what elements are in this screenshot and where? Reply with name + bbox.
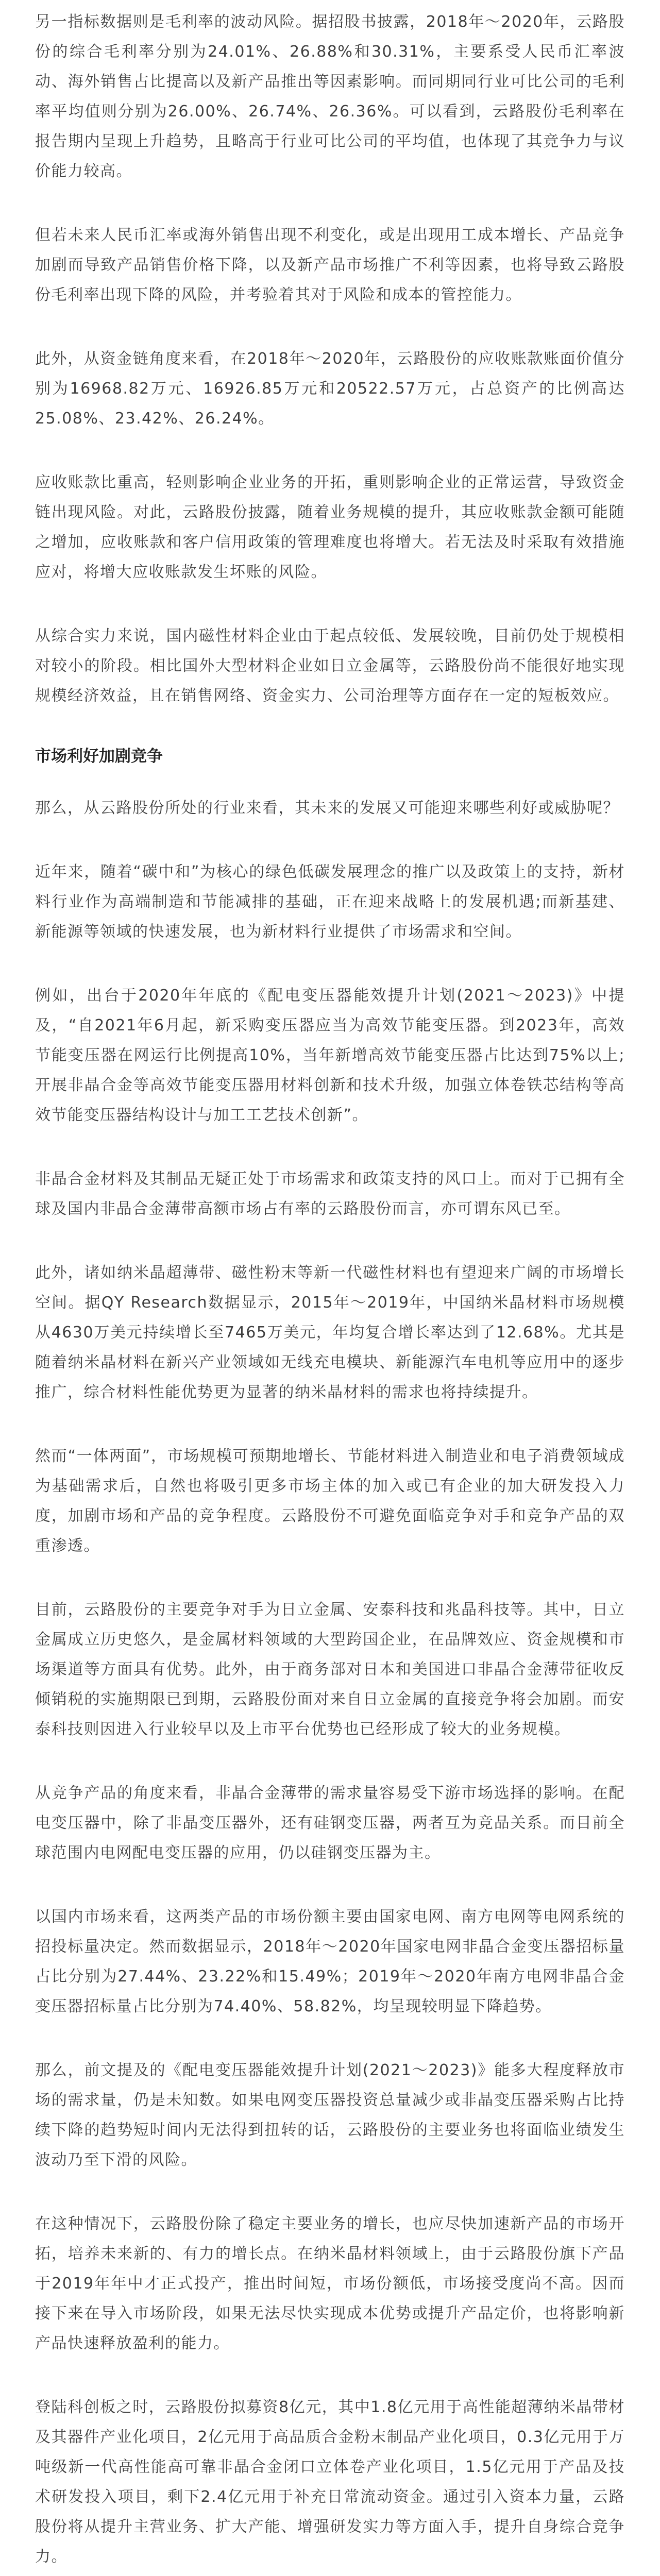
article-paragraph-6: 那么，从云路股份所处的行业来看，其未来的发展又可能迎来哪些利好或威胁呢？ (35, 799, 619, 817)
article-paragraph-17: 登陆科创板之时，云路股份拟募资8亿元，其中1.8亿元用于高性能超薄纳米晶带材及其器件产业化项目，2亿元用于高品质合金粉末制品产业化项目，0.3亿元用于万吨级新一代高性能高可靠非晶合金闭口立体卷产业化项目，1.5亿元用于产品及技术研发投入项目，剩下2.4亿元用于补充日常流动资金。通过引入资本力量，云路股份将从提升主营业务、扩大产能、增强研发实力等方面入手，提升自身综合竞争力。 (35, 2398, 625, 2566)
article-paragraph-12: 目前，云路股份的主要竞争对手为日立金属、安泰科技和兆晶科技等。其中，日立金属成立历史悠久，是金属材料领域的大型跨国企业，在品牌效应、资金规模和市场渠道等方面具有优势。此外，由于商务部对日本和美国进口非晶合金薄带征收反倾销税的实施期限已到期，云路股份面对来自日立金属的直接竞争将会加剧。而安泰科技则因进入行业较早以及上市平台优势也已经形成了较大的业务规模。 (35, 1601, 625, 1738)
article-paragraph-4: 应收账款比重高，轻则影响企业业务的开拓，重则影响企业的正常运营，导致资金链出现风险。对此，云路股份披露，随着业务规模的提升，其应收账款金额可能随之增加，应收账款和客户信用政策的管理难度也将增大。若无法及时采取有效措施应对，将增大应收账款发生坏账的风险。 (35, 473, 625, 581)
article-paragraph-3: 此外，从资金链角度来看，在2018年～2020年，云路股份的应收账款账面价值分别为16968.82万元、16926.85万元和20522.57万元，占总资产的比例高达25.08%、23.42%、26.24%。 (35, 350, 625, 428)
article-paragraph-2: 但若未来人民币汇率或海外销售出现不利变化，或是出现用工成本增长、产品竞争加剧而导致产品销售价格下降，以及新产品市场推广不利等因素，也将导致云路股份毛利率出现下降的风险，并考验着其对于风险和成本的管控能力。 (35, 226, 625, 304)
article-paragraph-9: 非晶合金材料及其制品无疑正处于市场需求和政策支持的风口上。而对于已拥有全球及国内非晶合金薄带高额市场占有率的云路股份而言，亦可谓东风已至。 (35, 1170, 625, 1218)
article-paragraph-7: 近年来，随着“碳中和”为核心的绿色低碳发展理念的推广以及政策上的支持，新材料行业作为高端制造和节能减排的基础，正在迎来战略上的发展机遇;而新基建、新能源等领域的快速发展，也为新材料行业提供了市场需求和空间。 (35, 863, 625, 941)
article-paragraph-8: 例如，出台于2020年年底的《配电变压器能效提升计划(2021～2023)》中提及，“自2021年6月起，新采购变压器应当为高效节能变压器。到2023年，高效节能变压器在网运行比例提高10%，当年新增高效节能变压器占比达到75%以上;开展非晶合金等高效节能变压器用材料创新和技术升级，加强立体卷铁芯结构等高效节能变压器结构设计与加工工艺技术创新”。 (35, 987, 625, 1124)
article-paragraph-1: 另一指标数据则是毛利率的波动风险。据招股书披露，2018年～2020年，云路股份的综合毛利率分别为24.01%、26.88%和30.31%，主要系受人民币汇率波动、海外销售占比提高以及新产品推出等因素影响。而同期同行业可比公司的毛利率平均值则分别为26.00%、26.74%、26.36%。可以看到，云路股份毛利率在报告期内呈现上升趋势，且略高于行业可比公司的平均值，也体现了其竞争力与议价能力较高。 (35, 13, 625, 180)
article-paragraph-13: 从竞争产品的角度来看，非晶合金薄带的需求量容易受下游市场选择的影响。在配电变压器中，除了非晶变压器外，还有硅钢变压器，两者互为竞品关系。而目前全球范围内电网配电变压器的应用，仍以硅钢变压器为主。 (35, 1784, 625, 1862)
article-paragraph-10: 此外，诸如纳米晶超薄带、磁性粉末等新一代磁性材料也有望迎来广阔的市场增长空间。据QY Research数据显示，2015年～2019年，中国纳米晶材料市场规模从4630万美元持续增长至7465万美元，年均复合增长率达到了12.68%。尤其是随着纳米晶材料在新兴产业领域如无线充电模块、新能源汽车电机等应用中的逐步推广，综合材料性能优势更为显著的纳米晶材料的需求也将持续提升。 (35, 1264, 625, 1401)
article-paragraph-15: 那么，前文提及的《配电变压器能效提升计划(2021～2023)》能多大程度释放市场的需求量，仍是未知数。如果电网变压器投资总量减少或非晶变压器采购占比持续下降的趋势短时间内无法得到扭转的话，云路股份的主要业务也将面临业绩发生波动乃至下滑的风险。 (35, 2061, 625, 2169)
article-paragraph-14: 以国内市场来看，这两类产品的市场份额主要由国家电网、南方电网等电网系统的招投标量决定。然而数据显示，2018年～2020年国家电网非晶合金变压器招标量占比分别为27.44%、23.22%和15.49%；2019年～2020年南方电网非晶合金变压器招标量占比分别为74.40%、58.82%，均呈现较明显下降趋势。 (35, 1908, 625, 2015)
section-heading: 市场利好加剧竞争 (35, 747, 163, 766)
article-paragraph-16: 在这种情况下，云路股份除了稳定主要业务的增长，也应尽快加速新产品的市场开拓，培养未来新的、有力的增长点。在纳米晶材料领域上，由于云路股份旗下产品于2019年年中才正式投产，推出时间短，市场份额低，市场接受度尚不高。因而接下来在导入市场阶段，如果无法尽快实现成本优势或提升产品定价，也将影响新产品快速释放盈利的能力。 (35, 2215, 625, 2352)
article-paragraph-5: 从综合实力来说，国内磁性材料企业由于起点较低、发展较晚，目前仍处于规模相对较小的阶段。相比国外大型材料企业如日立金属等，云路股份尚不能很好地实现规模经济效益，且在销售网络、资金实力、公司治理等方面存在一定的短板效应。 (35, 627, 625, 705)
article-paragraph-11: 然而“一体两面”，市场规模可预期地增长、节能材料进入制造业和电子消费领域成为基础需求后，自然也将吸引更多市场主体的加入或已有企业的加大研发投入力度，加剧市场和产品的竞争程度。云路股份不可避免面临竞争对手和竞争产品的双重渗透。 (35, 1447, 625, 1555)
